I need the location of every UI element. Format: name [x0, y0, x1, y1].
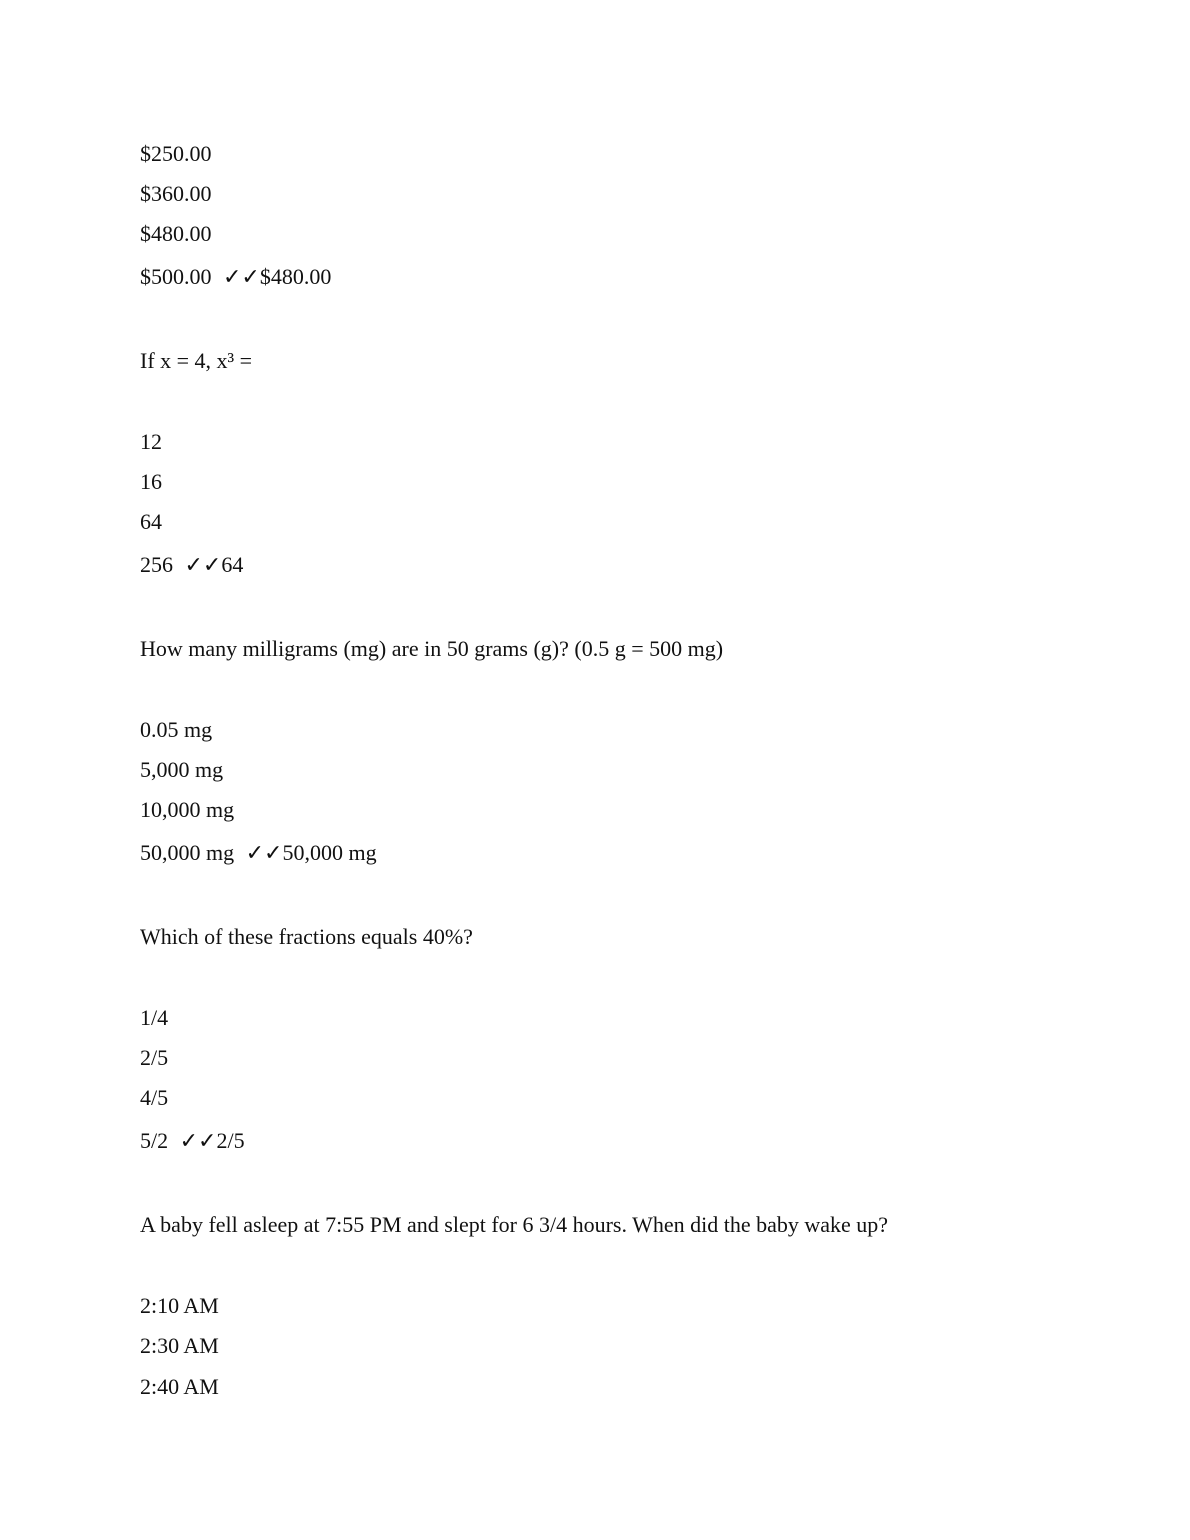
option-3: 10,000 mg — [140, 797, 235, 822]
option-3: 2:40 AM — [140, 1374, 219, 1399]
option-1: 2:10 AM — [140, 1293, 219, 1318]
answer-text: 50,000 mg — [282, 840, 377, 865]
check-mark-icon: ✓✓ — [179, 1129, 217, 1154]
check-mark-icon: ✓✓ — [184, 553, 222, 578]
question-text: A baby fell asleep at 7:55 PM and slept for 6 3/4 hours. When did the baby wake up? — [140, 1212, 889, 1237]
answer-text: 2/5 — [216, 1128, 245, 1153]
option-2: 2:30 AM — [140, 1333, 219, 1358]
question-text: Which of these fractions equals 40%? — [140, 924, 473, 949]
option-1: 1/4 — [140, 1005, 169, 1030]
option-4-with-answer — [140, 264, 331, 290]
option-4: 50,000 mg — [140, 840, 235, 865]
option-1: $250.00 — [140, 141, 212, 166]
option-3: 4/5 — [140, 1085, 169, 1110]
option-2: 2/5 — [140, 1045, 169, 1070]
option-4-with-answer — [140, 840, 377, 866]
option-4: 5/2 — [140, 1128, 169, 1153]
option-4: $500.00 — [140, 264, 212, 289]
question-text: If x = 4, x³ = — [140, 348, 253, 373]
option-4: 256 — [140, 552, 173, 577]
check-mark-icon: ✓✓ — [223, 265, 260, 290]
answer-text: 64 — [221, 552, 244, 577]
option-2: $360.00 — [140, 181, 212, 206]
document-page — [140, 0, 1140, 1540]
question-text: How many milligrams (mg) are in 50 grams (g)? (0.5 g = 500 mg) — [140, 636, 724, 661]
option-4-with-answer — [140, 1128, 245, 1154]
option-1: 0.05 mg — [140, 717, 213, 742]
option-3: 64 — [140, 509, 162, 534]
option-2: 5,000 mg — [140, 757, 224, 782]
check-mark-icon: ✓✓ — [245, 841, 283, 866]
answer-text: $480.00 — [259, 264, 332, 289]
option-3: $480.00 — [140, 221, 212, 246]
option-4-with-answer — [140, 552, 243, 578]
option-1: 12 — [140, 429, 162, 454]
option-2: 16 — [140, 469, 162, 494]
